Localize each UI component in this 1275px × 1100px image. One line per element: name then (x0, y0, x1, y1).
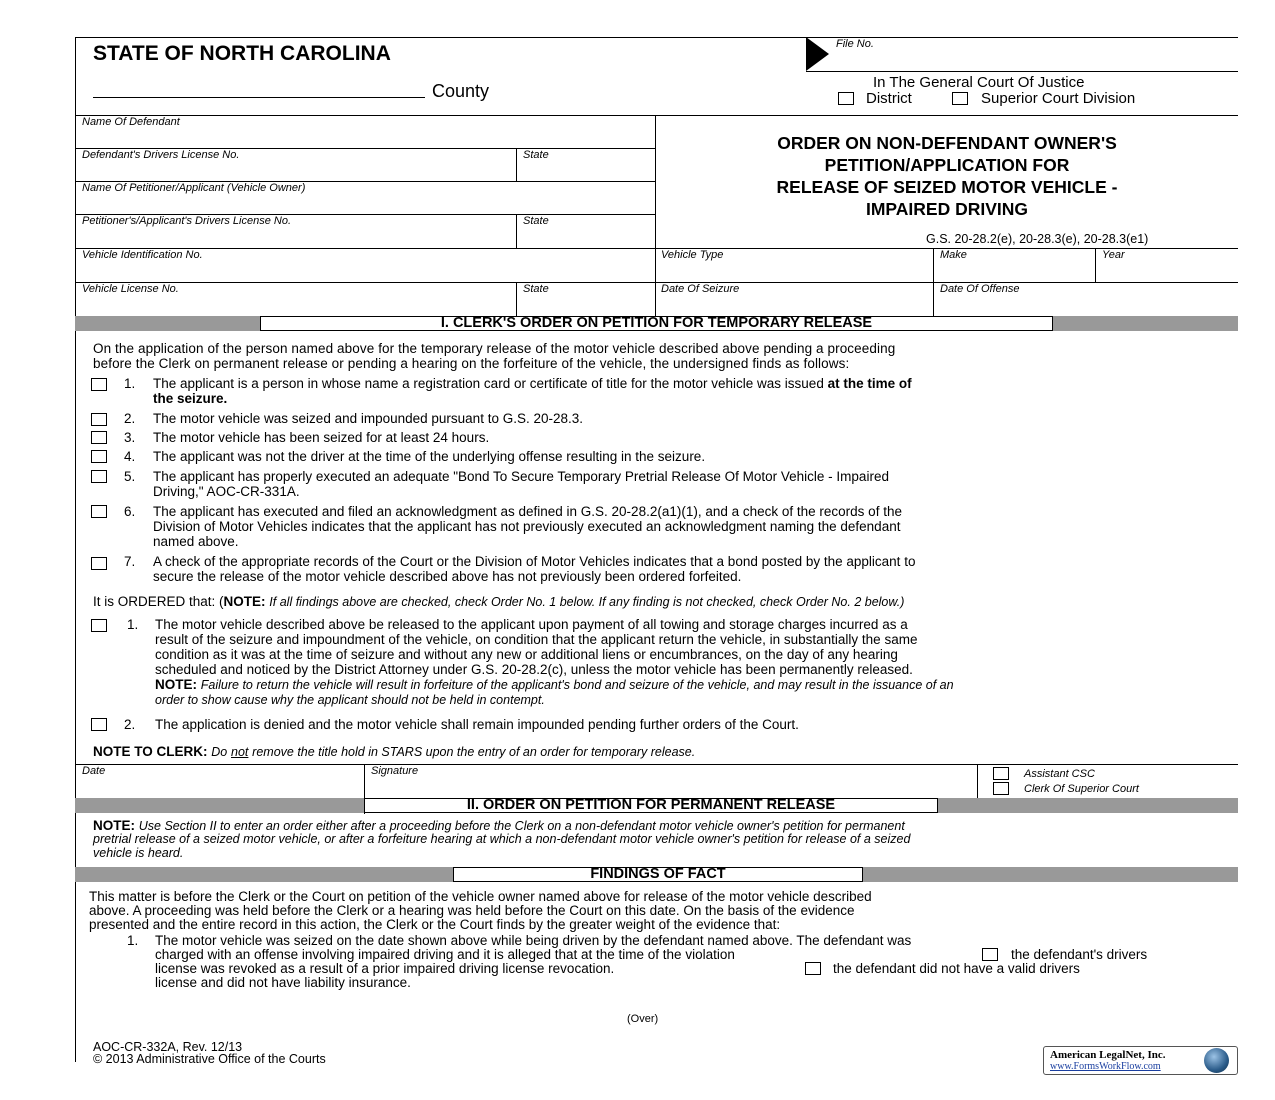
finding-1-line-2: the seizure. (153, 391, 228, 406)
finding-5-line-2: Driving," AOC-CR-331A. (153, 484, 300, 499)
district-label: District (866, 90, 912, 107)
note-to-clerk-label: NOTE TO CLERK: (93, 744, 208, 759)
finding-4-checkbox[interactable] (91, 450, 107, 463)
globe-icon (1204, 1048, 1229, 1073)
findings-intro-1: This matter is before the Clerk or the Court on petition of the vehicle owner named above for release of the motor vehicle described (89, 889, 872, 904)
order-2-number: 2. (124, 717, 136, 732)
findings-intro-2: above. A proceeding was held before the Clerk or a hearing was held before the Court on this date. On the basis of the evidence (89, 903, 855, 918)
finding-3-text: The motor vehicle has been seized for at least 24 hours. (153, 430, 490, 445)
finding-7-checkbox[interactable] (91, 557, 107, 570)
section1-intro-2: before the Clerk on permanent release or pending a hearing on the forfeiture of the vehicle, the undersigned finds as follows: (93, 356, 850, 371)
finding-5-line-1: The applicant has properly executed an adequate "Bond To Secure Temporary Pretrial Release Of Motor Vehicle - Impaired (153, 469, 889, 484)
copyright: © 2013 Administrative Office of the Courts (93, 1052, 326, 1066)
county-label: County (432, 81, 490, 101)
finding-6-number: 6. (124, 504, 136, 519)
year-field[interactable]: Year (1102, 249, 1125, 261)
finding-6-checkbox[interactable] (91, 505, 107, 518)
superior-label: Superior Court Division (981, 90, 1136, 107)
fact-1-line-3: license was revoked as a result of a prior impaired driving license revocation. (155, 961, 615, 976)
brand-name: American LegalNet, Inc. (1050, 1049, 1166, 1061)
order-1-note-text: Failure to return the vehicle will result in forfeiture of the applicant's bond and seizure of the vehicle, and may result in the issuance of an (200, 678, 954, 692)
finding-1-bold: at the time of (827, 376, 912, 391)
petitioner-dl-field[interactable]: Petitioner's/Applicant's Drivers License No. (82, 215, 292, 227)
superior-checkbox[interactable] (952, 92, 968, 105)
finding-2-checkbox[interactable] (91, 413, 107, 426)
district-checkbox[interactable] (838, 92, 854, 105)
ordered-pre: It is ORDERED that: ( (93, 594, 224, 609)
defendant-state-field[interactable]: State (523, 149, 549, 161)
finding-1-number: 1. (124, 376, 136, 391)
court-name: In The General Court Of Justice (873, 74, 1085, 91)
date-seizure-field[interactable]: Date Of Seizure (661, 283, 740, 295)
finding-2-text: The motor vehicle was seized and impounded pursuant to G.S. 20-28.3. (153, 411, 583, 426)
clerk-superior-checkbox[interactable] (993, 782, 1009, 795)
vehicle-type-field[interactable]: Vehicle Type (661, 249, 724, 261)
ordered-note: NOTE: (223, 594, 266, 609)
finding-6-line-3: named above. (153, 534, 239, 549)
finding-1-line-1: The applicant is a person in whose name a registration card or certificate of title for the motor vehicle was issued (153, 376, 824, 391)
order-1-note-label: NOTE: (155, 677, 197, 692)
finding-1-text (153, 376, 912, 391)
clerk-superior-label: Clerk Of Superior Court (1024, 783, 1139, 795)
vin-field[interactable]: Vehicle Identification No. (82, 249, 203, 261)
license-no-field[interactable]: Vehicle License No. (82, 283, 179, 295)
order-2-text: The application is denied and the motor vehicle shall remain impounded pending further orders of the Court. (155, 717, 799, 732)
fact-1-no-license-checkbox[interactable] (805, 962, 821, 975)
file-no-arrow (806, 37, 829, 71)
finding-1-checkbox[interactable] (91, 378, 107, 391)
section2-note-text-1: Use Section II to enter an order either after a proceeding before the Clerk on a non-defendant motor vehicle owner's petition for permanent (138, 819, 905, 833)
order-1-line-4: scheduled and noticed by the District Attorney under G.S. 20-28.2(c), unless the motor vehicle has been permanently released. (155, 662, 913, 677)
order-1-note (155, 677, 954, 693)
finding-3-number: 3. (124, 430, 136, 445)
title-line-2: PETITION/APPLICATION FOR (824, 155, 1070, 175)
assistant-csc-checkbox[interactable] (993, 767, 1009, 780)
fact-1-line-4: license and did not have liability insurance. (155, 975, 411, 990)
findings-intro-3: presented and the entire record in this action, the Clerk or the Court finds by the greater weight of the evidence that: (89, 917, 781, 932)
defendant-dl-field[interactable]: Defendant's Drivers License No. (82, 149, 240, 161)
fact-1-revoked-checkbox[interactable] (982, 948, 998, 961)
date-field[interactable]: Date (82, 765, 106, 777)
order-1-line-1: The motor vehicle described above be released to the applicant upon payment of all towing and storage charges incurred as a (155, 617, 908, 632)
section2-note-2: pretrial release of a seized motor vehicle, or after a forfeiture hearing at which a non-defendant motor vehicle owner's petition for release of a seized (93, 832, 911, 846)
fact-1-line-1: The motor vehicle was seized on the date shown above while being driven by the defendant named above. The defendant was (155, 933, 912, 948)
finding-7-line-1: A check of the appropriate records of the Court or the Division of Motor Vehicles indicates that a bond posted by the applicant to (153, 554, 916, 569)
fact-1-revoked-text: the defendant's drivers (1011, 947, 1148, 962)
petitioner-name-field[interactable]: Name Of Petitioner/Applicant (Vehicle Owner) (82, 182, 306, 194)
make-field[interactable]: Make (940, 249, 967, 261)
section2-note-label: NOTE: (93, 818, 135, 833)
order-1-number: 1. (127, 617, 139, 632)
signature-field[interactable]: Signature (371, 765, 419, 777)
finding-6-line-1: The applicant has executed and filed an acknowledgment as defined in G.S. 20-28.2(a1)(1), and a check of the records of the (153, 504, 902, 519)
note-to-clerk-text: remove the title hold in STARS upon the entry of an order for temporary release. (252, 745, 696, 759)
brand-url[interactable]: www.FormsWorkFlow.com (1050, 1061, 1161, 1072)
date-offense-field[interactable]: Date Of Offense (940, 283, 1020, 295)
section2-title: II. ORDER ON PETITION FOR PERMANENT RELEASE (364, 798, 938, 813)
order-1-line-2: result of the seizure and impoundment of the vehicle, on condition that the applicant return the vehicle, in substantially the same (155, 632, 918, 647)
ordered-instructions: If all findings above are checked, check Order No. 1 below. If any finding is not checked, check Order No. 2 below.) (269, 595, 905, 609)
title-line-1: ORDER ON NON-DEFENDANT OWNER'S (777, 133, 1117, 153)
order-1-line-3: condition as it was at the time of seizure and without any new or additional liens or encumbrances, on the day of any hearing (155, 647, 898, 662)
order-1-checkbox[interactable] (91, 619, 107, 632)
finding-5-checkbox[interactable] (91, 470, 107, 483)
note-to-clerk (93, 744, 695, 760)
finding-7-number: 7. (124, 554, 136, 569)
county-line[interactable] (93, 97, 425, 98)
finding-2-number: 2. (124, 411, 136, 426)
finding-4-text: The applicant was not the driver at the time of the underlying offense resulting in the seizure. (153, 449, 706, 464)
form-title (656, 132, 1238, 220)
legalnet-badge[interactable] (1043, 1046, 1238, 1075)
defendant-name-field[interactable]: Name Of Defendant (82, 116, 180, 128)
finding-7-line-2: secure the release of the motor vehicle described above has not previously been ordered forfeited. (153, 569, 742, 584)
statutes: G.S. 20-28.2(e), 20-28.3(e), 20-28.3(e1) (926, 232, 1149, 246)
license-state-field[interactable]: State (523, 283, 549, 295)
section1-intro-1: On the application of the person named above for the temporary release of the motor vehicle described above pending a proceeding (93, 341, 896, 356)
order-1-note-text-2: order to show cause why the applicant should not be held in contempt. (155, 693, 545, 707)
fact-1-number: 1. (127, 933, 139, 948)
section2-note-3: vehicle is heard. (93, 846, 184, 860)
findings-title: FINDINGS OF FACT (453, 867, 863, 882)
ordered-line (93, 594, 904, 610)
finding-4-number: 4. (124, 449, 136, 464)
order-2-checkbox[interactable] (91, 718, 107, 731)
title-line-4: IMPAIRED DRIVING (865, 199, 1029, 219)
form-number: AOC-CR-332A, Rev. 12/13 (93, 1040, 243, 1054)
petitioner-state-field[interactable]: State (523, 215, 549, 227)
state-title: STATE OF NORTH CAROLINA (93, 42, 391, 65)
assistant-csc-label: Assistant CSC (1024, 768, 1095, 780)
finding-6-line-2: Division of Motor Vehicles indicates that the applicant has not previously executed an acknowledgment naming the defendant (153, 519, 901, 534)
finding-5-number: 5. (124, 469, 136, 484)
over-label: (Over) (627, 1013, 659, 1025)
file-no-label: File No. (836, 38, 874, 50)
note-to-clerk-do: Do (211, 745, 228, 759)
note-to-clerk-not: not (231, 745, 249, 759)
finding-3-checkbox[interactable] (91, 431, 107, 444)
section1-title: I. CLERK'S ORDER ON PETITION FOR TEMPORARY RELEASE (260, 316, 1053, 331)
fact-1-no-license-text: the defendant did not have a valid drivers (833, 961, 1080, 976)
title-line-3: RELEASE OF SEIZED MOTOR VEHICLE - (776, 177, 1118, 197)
fact-1-line-2: charged with an offense involving impaired driving and it is alleged that at the time of the violation (155, 947, 735, 962)
